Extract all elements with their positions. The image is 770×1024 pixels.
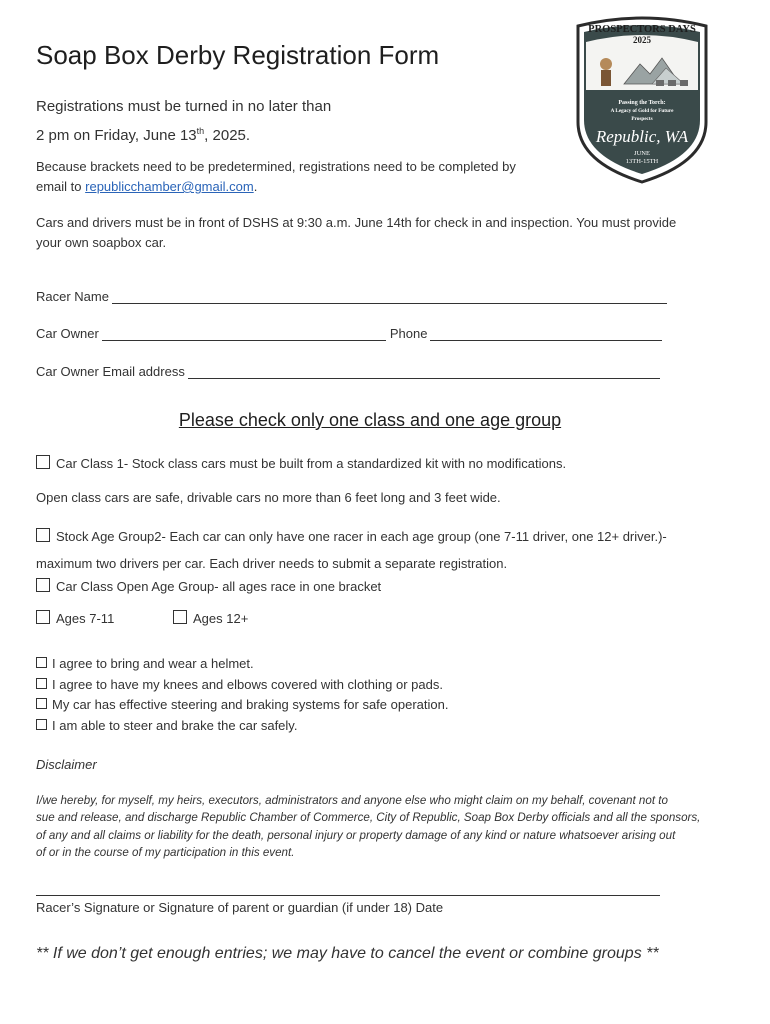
agreements-list: [36, 654, 448, 737]
logo-tagline-1: Passing the Torch:: [618, 100, 666, 106]
checkin-paragraph: [36, 213, 756, 253]
cancellation-note: ** If we don’t get enough entries; we may have to cancel the event or combine groups **: [36, 945, 659, 962]
logo-year: 2025: [633, 35, 651, 45]
age-7-11-checkbox[interactable]: [36, 610, 50, 624]
stock-age-label-2: maximum two drivers per car. Each driver needs to submit a separate registration.: [36, 556, 508, 571]
logo-dates-1: JUNE: [634, 150, 650, 157]
class-1-label: Car Class 1- Stock class cars must be built from a standardized kit with no modifications.: [56, 456, 567, 471]
agreement-item[interactable]: [36, 716, 448, 737]
phone-label: Phone: [389, 326, 428, 341]
deadline-sup: th: [196, 126, 205, 136]
agreement-checkbox[interactable]: [36, 719, 47, 730]
deadline-year: , 2025.: [204, 127, 251, 144]
disclaimer-line-3: of any and all claims or liability for the death, personal injury or property damage of any kind or nature whatsoever arising out: [36, 828, 676, 842]
agreement-item[interactable]: [36, 695, 448, 716]
class-1-option[interactable]: [36, 454, 566, 474]
brackets-paragraph: [36, 157, 566, 197]
age-7-11-label: Ages 7-11: [56, 611, 115, 626]
class-heading: Please check only one class and one age group: [178, 410, 562, 430]
logo-town: Republic, WA: [595, 127, 689, 146]
owner-email-label: Car Owner Email address: [36, 364, 185, 379]
disclaimer-line-4: of or in the course of my participation in this event.: [36, 846, 295, 860]
stock-age-option[interactable]: [36, 523, 756, 577]
age-12-label: Ages 12+: [193, 611, 249, 626]
page-title: Soap Box Derby Registration Form: [36, 40, 440, 70]
logo-tagline-3: Prospects: [631, 116, 653, 122]
chamber-email-link[interactable]: republicchamber@gmail.com: [85, 179, 254, 194]
stock-age-label-1: Stock Age Group2- Each car can only have one racer in each age group (one 7-11 driver, one 12+ driver.)-: [56, 529, 667, 544]
open-age-checkbox[interactable]: [36, 578, 50, 592]
disclaimer-line-1: I/we hereby, for myself, my heirs, executors, administrators and anyone else who might claim on my behalf, covenant not to: [36, 794, 668, 807]
prospectors-days-logo: [574, 12, 710, 184]
email-suffix: .: [253, 179, 258, 194]
car-owner-label: Car Owner: [36, 326, 99, 341]
disclaimer-heading: Disclaimer: [36, 757, 97, 772]
agreement-checkbox[interactable]: [36, 678, 47, 689]
open-age-option[interactable]: [36, 577, 381, 597]
racer-name-input-line[interactable]: [112, 289, 667, 304]
logo-tagline-2: A Legacy of Gold for Future: [610, 108, 674, 114]
signature-label: Racer’s Signature or Signature of parent or guardian (if under 18) Date: [36, 900, 444, 915]
agreement-checkbox[interactable]: [36, 657, 47, 668]
racer-name-field: [36, 289, 667, 304]
open-age-label: Car Class Open Age Group- all ages race in one bracket: [56, 579, 382, 594]
signature-line[interactable]: [36, 895, 660, 896]
deadline-line-2: [36, 119, 331, 148]
agreement-label: I agree to have my knees and elbows covered with clothing or pads.: [52, 676, 443, 692]
deadline-date: 2 pm on Friday, June 13: [36, 127, 197, 144]
agreement-checkbox[interactable]: [36, 698, 47, 709]
car-owner-input-line[interactable]: [102, 326, 386, 341]
agreement-label: My car has effective steering and braking systems for safe operation.: [52, 697, 449, 713]
age-12-checkbox[interactable]: [173, 610, 187, 624]
disclaimer-line-2: sue and release, and discharge Republic Chamber of Commerce, City of Republic, Soap Box Derby officials and all the sponsors,: [36, 811, 701, 825]
racer-name-label: Racer Name: [36, 289, 109, 304]
logo-dates-2: 13TH-15TH: [625, 158, 659, 165]
deadline-line-1: Registrations must be turned in no later than: [36, 98, 332, 115]
age-7-11-option[interactable]: [36, 609, 114, 629]
logo-top-text: PROSPECTORS DAYS: [588, 24, 696, 35]
checkin-line-1: Cars and drivers must be in front of DSHS at 9:30 a.m. June 14th for check in and inspection. You must provide: [36, 215, 677, 230]
open-class-description: Open class cars are safe, drivable cars no more than 6 feet long and 3 feet wide.: [36, 490, 501, 505]
disclaimer-text: [36, 792, 736, 862]
age-12-option[interactable]: [173, 609, 248, 629]
stock-age-checkbox[interactable]: [36, 528, 50, 542]
agreement-item[interactable]: [36, 675, 448, 696]
deadline-text: [36, 95, 331, 148]
owner-email-field: [36, 364, 660, 379]
email-prefix: email to: [36, 179, 86, 194]
email-line: [36, 177, 566, 197]
phone-input-line[interactable]: [430, 326, 662, 341]
car-owner-field: [36, 326, 662, 341]
agreement-item[interactable]: [36, 654, 448, 675]
agreement-label: I am able to steer and brake the car safely.: [52, 718, 298, 734]
checkin-line-2: your own soapbox car.: [36, 235, 167, 250]
brackets-text: Because brackets need to be predetermined, registrations need to be completed by: [36, 159, 516, 174]
agreement-label: I agree to bring and wear a helmet.: [52, 656, 254, 671]
class-1-checkbox[interactable]: [36, 455, 50, 469]
owner-email-input-line[interactable]: [188, 364, 660, 379]
